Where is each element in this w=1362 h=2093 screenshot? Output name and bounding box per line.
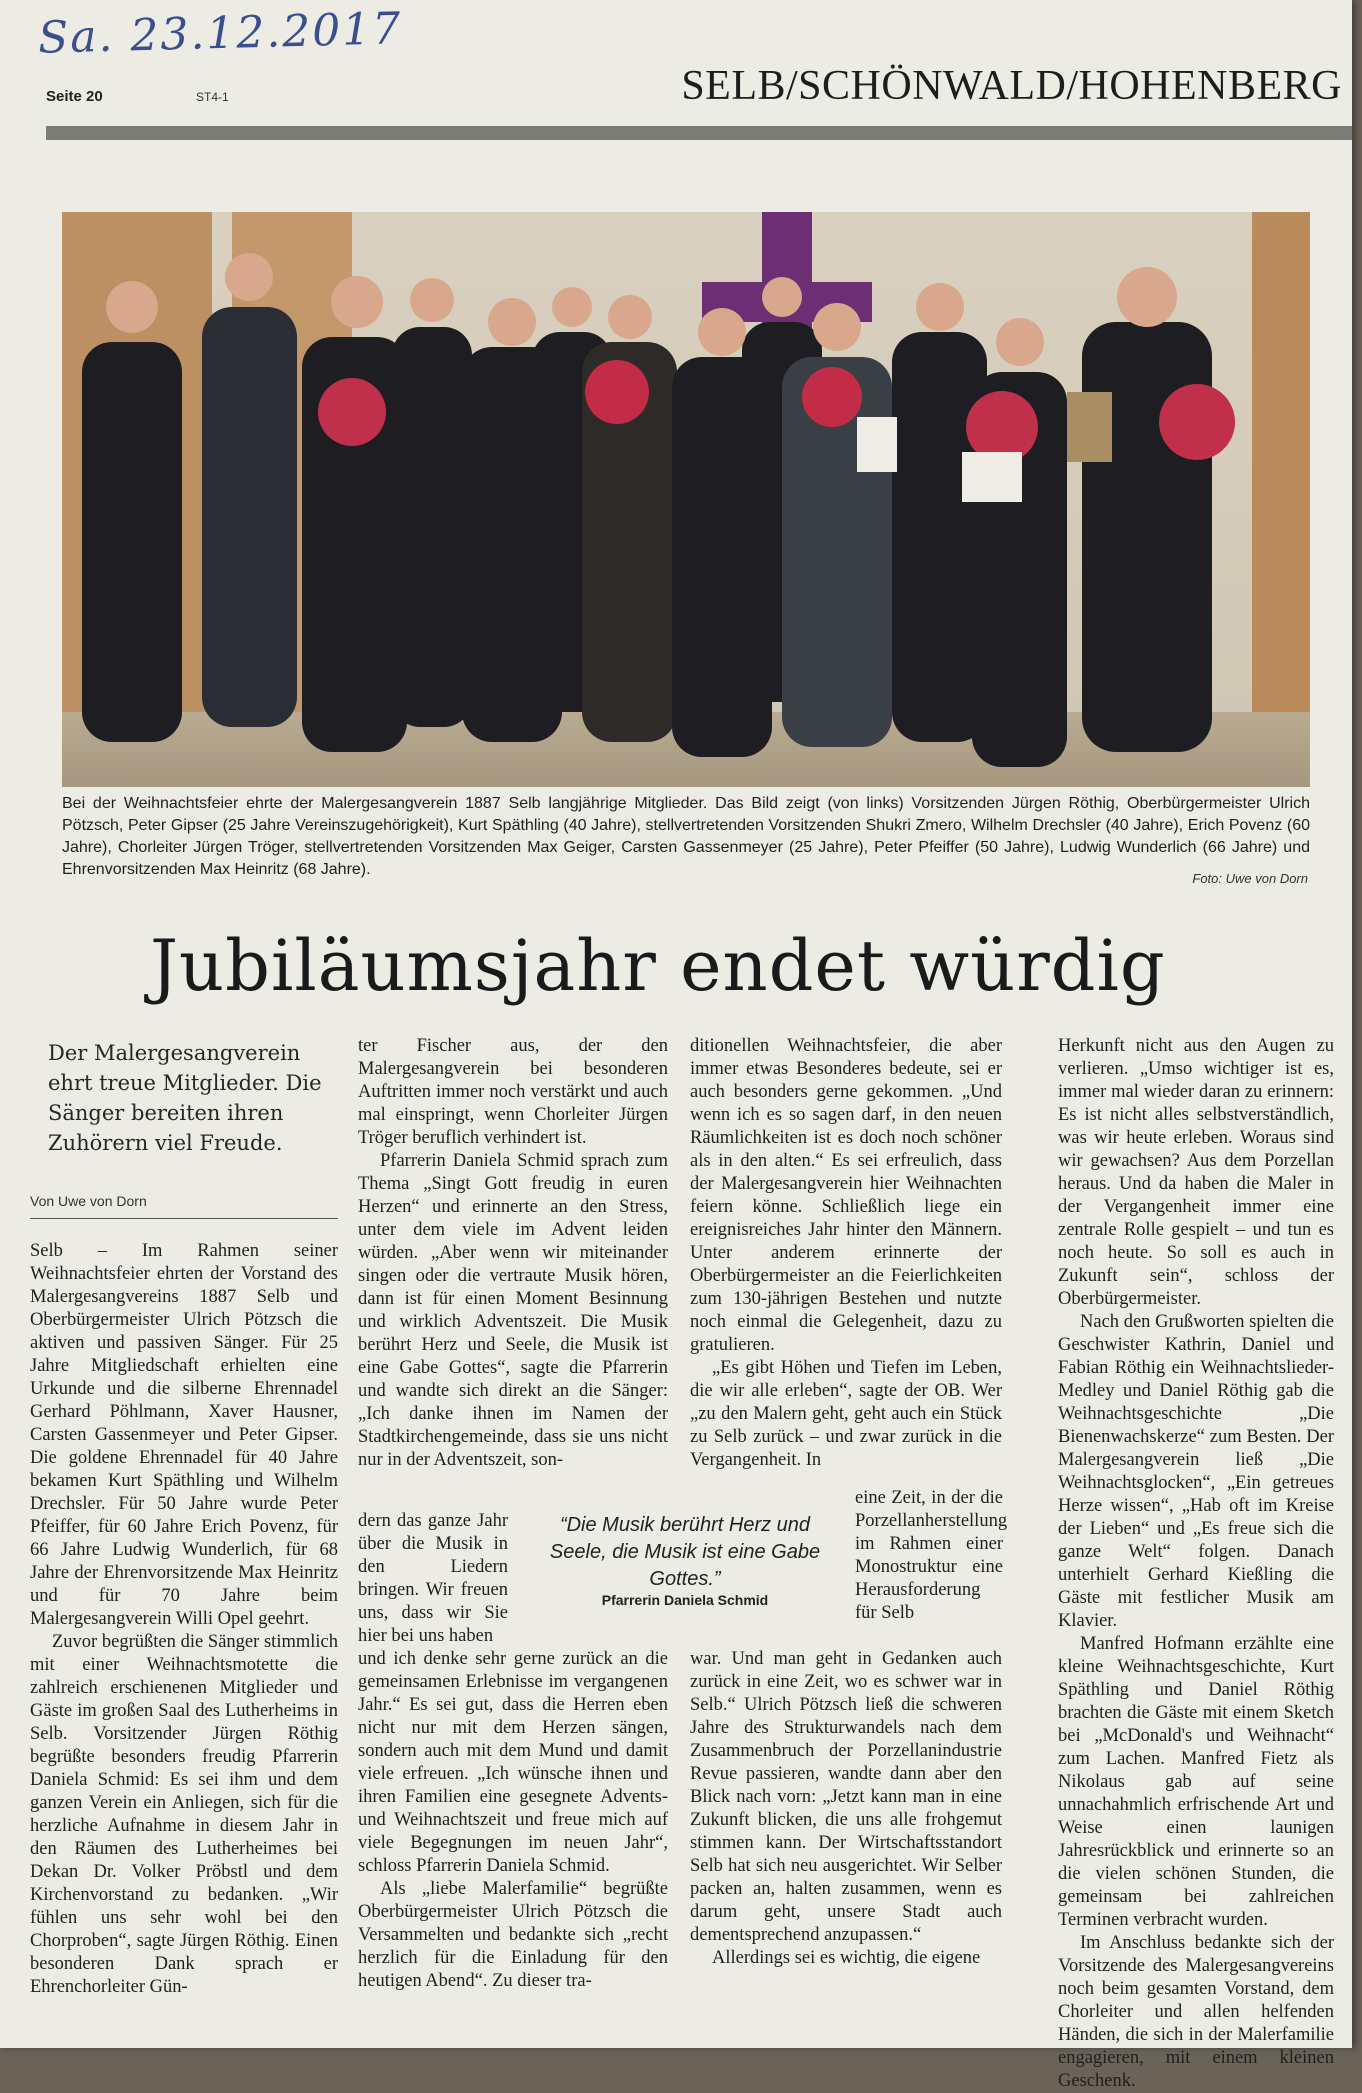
column-2-wrap-text: dern das ganze Jahr über die Musik in den Liedern bringen. Wir freuen uns, dass wir Sie hier bei uns haben (358, 1511, 508, 1646)
article-column-1 (30, 1240, 338, 1999)
column-3-wrap-text: eine Zeit, in der die Porzellanherstellung im Rahmen einer Monostruktur eine Herausforderung für Selb (855, 1488, 1008, 1623)
paragraph: ter Fischer aus, der den Malergesangverein bei besonderen Auftritten immer noch verstärkt und auch mal einspringt, wenn Chorleiter Jürgen Tröger beruflich verhindert ist. (358, 1036, 668, 1148)
paragraph: Allerdings sei es wichtig, die eigene (712, 1948, 981, 1968)
article-column-2 (358, 1035, 668, 1472)
article-column-3 (690, 1035, 1002, 1472)
page-number: Seite 20 (46, 88, 103, 105)
paragraph: Als „liebe Malerfamilie“ begrüßte Oberbürgermeister Ulrich Pötzsch die Versammelten und bedankte sich „recht herzlich für die Einladung für den heutigen Abend“. Zu dieser tra- (358, 1879, 668, 1991)
article-teaser: Der Malergesangverein ehrt treue Mitglieder. Die Sänger bereiten ihren Zuhörern viel Freude. (48, 1041, 322, 1155)
group-photo (62, 212, 1310, 787)
article-column-3-continued (690, 1648, 1002, 1970)
paragraph: Im Anschluss bedankte sich der Vorsitzende des Malergesangvereins noch beim gesamten Vorstand, dem Chorleiter und allen helfenden Händen, die sich in der Malerfamilie engagieren, mit einem kleinen Geschenk. (1058, 1933, 1334, 2091)
paragraph: Herkunft nicht aus den Augen zu verlieren. „Umso wichtiger ist es, immer mal wieder daran zu erinnern: Es ist nicht alles selbstverständlich, was wir heute erleben. Woraus sind wir gewachsen? Aus dem Porzellan heraus. Und da haben die Maler in der Vergangenheit immer eine zentrale Rolle gespielt – und tun es noch heute. So soll es auch in Zukunft sein“, schloss der Oberbürgermeister. (1058, 1036, 1334, 1309)
article-column-4 (1058, 1035, 1334, 2093)
photo-caption: Bei der Weihnachtsfeier ehrte der Malergesangverein 1887 Selb langjährige Mitglieder. Das Bild zeigt (von links) Vorsitzenden Jürgen Röthig, Oberbürgermeister Ulrich Pötzsch, Peter Gipser (25 Jahre Vereinszugehörigkeit), Kurt Späthling (40 Jahre), stellvertretenden Vorsitzenden Shukri Zmero, Wilhelm Drechsler (40 Jahre), Erich Povenz (60 Jahre), Chorleiter Jürgen Tröger, stellvertretenden Vorsitzenden Max Geiger, Carsten Gassenmeyer (25 Jahre), Peter Pfeiffer (50 Jahre), Ludwig Wunderlich (66 Jahre) und Ehrenvorsitzenden Max Heinritz (68 Jahre). (62, 795, 1310, 878)
paragraph: Manfred Hofmann erzählte eine kleine Weihnachtsgeschichte, Kurt Späthling und Daniel Röthig brachten die Gäste mit einem Sketch bei „McDonald's und Weihnacht“ zum Lachen. Manfred Fietz als Nikolaus gab auf seine unnachahmlich erfrischende Art und Weise einen launigen Jahresrückblick und erinnerte so an die vielen schönen Stunden, die gemeinsam bei zahlreichen Terminen verbracht wurden. (1058, 1634, 1334, 1930)
group-photo-illustration (62, 212, 1310, 787)
byline-rule (30, 1218, 338, 1219)
paragraph: Selb – Im Rahmen seiner Weihnachtsfeier ehrten der Vorstand des Malergesangvereins 1887 Selb und Oberbürgermeister Ulrich Pötzsch die aktiven und passiven Sänger. Für 25 Jahre Mitgliedschaft erhielten eine Urkunde und die silberne Ehrennadel Gerhard Pöhlmann, Xaver Hausner, Carsten Gassenmeyer und Peter Gipser. Die goldene Ehrennadel für 40 Jahre bekamen Kurt Späthling und Wilhelm Drechsler. Für 50 Jahre wurde Peter Pfeiffer, für 60 Jahre Erich Povenz, für 66 Jahre Ludwig Wunderlich, für 68 Jahre der Ehrenvorsitzende Max Heinritz und für 70 Jahre beim Malergesangverein Willi Opel geehrt. (30, 1241, 338, 1629)
section-title: SELB/SCHÖNWALD/HOHENBERG (681, 63, 1342, 109)
pull-quote: “Die Musik berührt Herz und Seele, die Musik ist eine Gabe Gottes.” (549, 1514, 821, 1590)
paragraph: Nach den Grußworten spielten die Geschwister Kathrin, Daniel und Fabian Röthig ein Weihnachtslieder-Medley und Daniel Röthig gab die Weihnachtsgeschichte „Die Bienenwachskerze“ zum Besten. Der Malergesangverein ließ „Die Weihnachtsglocken“, „Ein getreues Herze wissen“, „Hab oft im Kreise der Lieben“ und „Es freue sich die ganze Welt“ folgen. Danach unterhielt Gerhard Kießling die Gäste mit festlicher Musik am Klavier. (1058, 1312, 1334, 1631)
paragraph: Pfarrerin Daniela Schmid sprach zum Thema „Singt Gott freudig in euren Herzen“ und erinnerte an den Stress, unter dem viele im Advent leiden würden. „Aber wenn wir miteinander singen oder die vertraute Musik hören, dann ist für einen Moment Besinnung und wirklich Adventszeit. Die Musik berührt Herz und Seele, die Musik ist eine Gabe Gottes“, sagte die Pfarrerin und wandte sich direkt an die Sänger: „Ich danke ihnen im Namen der Stadtkirchengemeinde, dass sie uns nicht nur in der Adventszeit, son- (358, 1151, 668, 1470)
paragraph: war. Und man geht in Gedanken auch zurück in eine Zeit, wo es schwer war in Selb.“ Ulrich Pötzsch ließ die schweren Jahre des Strukturwandels nach dem Zusammenbruch der Porzellanindustrie Revue passieren, wandte dann aber den Blick nach vorn: „Jetzt kann man in eine Zukunft blicken, die uns alle frohgemut stimmen kann. Der Wirtschaftsstandort Selb hat sich neu ausgerichtet. Wir Selber packen an, halten zusammen, wenn es darum geht, unsere Stadt auch dementsprechend anzupassen.“ (690, 1649, 1002, 1945)
article-byline: Von Uwe von Dorn (30, 1193, 147, 1209)
edition-code: ST4-1 (196, 90, 229, 104)
article-headline: Jubiläumsjahr endet würdig (150, 925, 1166, 1007)
paragraph: und ich denke sehr gerne zurück an die gemeinsamen Erlebnisse im vergangenen Jahr.“ Es sei gut, dass die Herren eben nicht nur mit dem Herzen sängen, sondern auch mit dem Mund und damit viele erfreuen. „Ich wünsche ihnen und ihren Familien eine gesegnete Advents- und Weihnachtszeit und freue mich auf viele Begegnungen im neuen Jahr“, schloss Pfarrerin Daniela Schmid. (358, 1649, 668, 1876)
handwritten-date: Sa. 23.12.2017 (37, 3, 403, 64)
article-column-2-continued (358, 1648, 668, 1993)
paragraph: ditionellen Weihnachtsfeier, die aber immer etwas Besonderes bedeute, sei er auch besonders gerne gekommen. „Und wenn ich es so sagen darf, in den neuen Räumlichkeiten ist es doch noch schöner als in den alten.“ Es sei erfreulich, dass der Malergesangverein hier Weihnachten feiern könne. Schließlich liege ein ereignisreiches Jahr hinter den Männern. Unter anderem erinnerte der Oberbürgermeister an die Feierlichkeiten zum 130-jährigen Bestehen und nutzte noch einmal die Gelegenheit, dazu zu gratulieren. (690, 1036, 1002, 1355)
choir-members (82, 307, 1212, 767)
header-rule (46, 126, 1352, 140)
pull-quote-source: Pfarrerin Daniela Schmid (601, 1592, 769, 1608)
paragraph: Zuvor begrüßten die Sänger stimmlich mit einer Weihnachtsmotette die zahlreich erschienenen Mitglieder und Gäste im großen Saal des Lutherheims in Selb. Vorsitzender Jürgen Röthig begrüßte besonders freudig Pfarrerin Daniela Schmid: Es sei ihm und dem ganzen Verein ein Anliegen, sich für die herzliche Aufnahme in diesem Jahr in den Räumen des Lutherheimes bei Dekan Dr. Volker Pröbstl und dem Kirchenvorstand zu bedanken. „Wir fühlen uns sehr wohl bei den Chorproben“, sagte Jürgen Röthig. Einen besonderen Dank sprach er Ehrenchorleiter Gün- (30, 1632, 338, 1997)
paragraph: „Es gibt Höhen und Tiefen im Leben, die wir alle erleben“, sagte der OB. Wer „zu den Malern geht, geht auch ein Stück zu Selb zurück – und zwar zurück in die Vergangenheit. In (690, 1358, 1002, 1470)
photo-credit: Foto: Uwe von Dorn (1192, 871, 1308, 886)
pull-quote-text: Die Musik berührt Herz und Seele, die Musik ist eine Gabe Gottes. (549, 1514, 821, 1590)
